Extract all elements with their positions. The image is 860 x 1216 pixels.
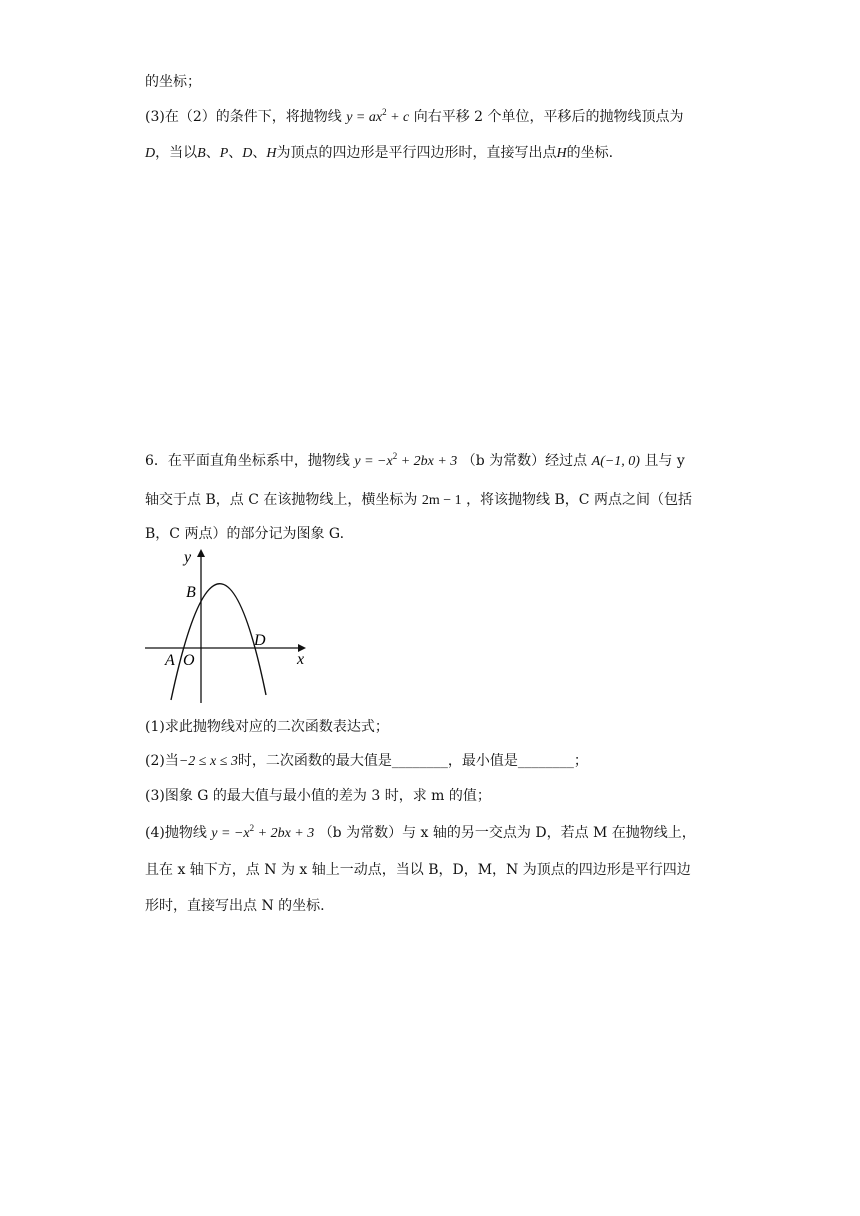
label-D: D bbox=[254, 632, 266, 649]
label-B: B bbox=[186, 584, 196, 601]
q6-line-3: B，C 两点）的部分记为图象 G. bbox=[145, 526, 345, 542]
label-y: y bbox=[184, 549, 192, 566]
q6-sub2: (2)当−2 ≤ x ≤ 3时，二次函数的最大值是________，最小值是________； bbox=[145, 753, 588, 769]
q6-sub4-line-2: 且在 x 轴下方，点 N 为 x 轴上一动点，当以 B，D，M，N 为顶点的四边形是平行四边 bbox=[145, 862, 691, 878]
q5-line-2: D，当以B、P、D、H为顶点的四边形是平行四边形时，直接写出点H的坐标. bbox=[145, 145, 614, 161]
q6-sub3: (3)图象 G 的最大值与最小值的差为 3 时，求 m 的值； bbox=[145, 788, 491, 804]
label-x: x bbox=[297, 651, 305, 668]
q5-line-1 bbox=[145, 107, 684, 128]
text: 向右平移 2 个单位，平移后的抛物线顶点为 bbox=[413, 109, 684, 125]
q6-sub4-line-3: 形时，直接写出点 N 的坐标. bbox=[145, 898, 325, 914]
var: D bbox=[145, 146, 156, 161]
parabola-graph bbox=[140, 545, 310, 705]
text: 的坐标； bbox=[145, 74, 201, 90]
label-O: O bbox=[183, 652, 195, 669]
parabola-curve bbox=[171, 584, 266, 700]
text: (3)在（2）的条件下，将抛物线 bbox=[145, 109, 342, 125]
q5-line-0 bbox=[145, 72, 201, 92]
math: $y = ax^2 + c$ bbox=[346, 107, 410, 125]
label-A: A bbox=[165, 652, 175, 669]
q6-line-2: 轴交于点 B，点 C 在该抛物线上，横坐标为 2m − 1 ，将该抛物线 B，C 两点之间（包括 bbox=[145, 492, 692, 508]
q6-sub4-line-1: (4)抛物线 $y = -x^2 + 2bx + 3$ （b 为常数）与 x 轴的另一交点为 D，若点 M 在抛物线上， bbox=[145, 823, 696, 841]
y-arrow bbox=[197, 549, 205, 557]
q6-sub1: (1)求此抛物线对应的二次函数表达式； bbox=[145, 719, 389, 735]
q6-line-1: 6．在平面直角坐标系中，抛物线 $y = -x^2 + 2bx + 3$ （b 为常数）经过点 A(−1, 0) 且与 y bbox=[145, 451, 685, 469]
